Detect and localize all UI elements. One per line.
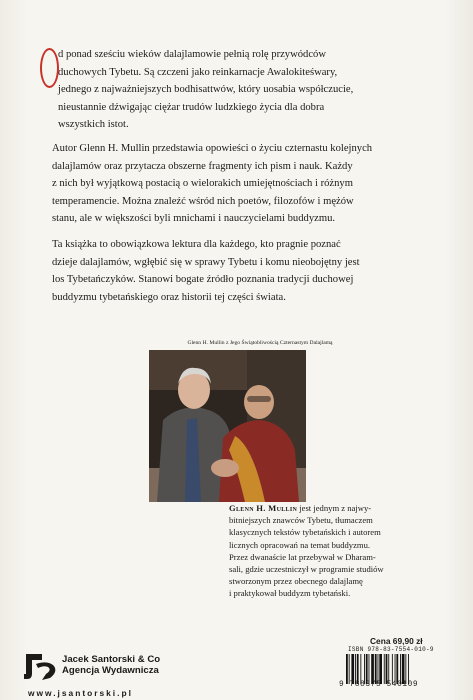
author-line: temperamencie. Można znaleźć wśród nich poetów, filozofów i mężów: [52, 195, 354, 207]
recommendation-paragraph: [52, 236, 420, 306]
author-line: z nich był wyjątkową postacią o wielorakich umiejętnościach i różnym: [52, 178, 353, 190]
bio-first-line-text: jest jednym z najwy-: [299, 503, 372, 513]
photo-illustration: [149, 350, 306, 502]
barcode-bar: [375, 654, 377, 684]
barcode-bar: [386, 654, 388, 684]
barcode-bar: [400, 654, 401, 684]
barcode-bar: [371, 654, 374, 684]
barcode-bar: [369, 654, 370, 684]
publisher-logo-icon: [22, 652, 60, 682]
bio-line: licznych opracowań na temat buddyzmu.: [229, 539, 371, 550]
drop-cap-letter-o: [40, 48, 59, 88]
barcode-bar: [392, 654, 393, 684]
author-line: Autor Glenn H. Mullin przedstawia opowieści o życiu czternastu kolejnych: [52, 143, 373, 154]
barcode-digits: 9 788375 540109: [339, 681, 419, 689]
author-paragraph: [52, 140, 420, 228]
bio-line: klasycznych tekstów tybetańskich i autorem: [229, 527, 381, 538]
barcode-bar: [364, 654, 365, 684]
publisher-name: [62, 654, 160, 677]
author-line: stanu, ale w większości byli mnichami i nauczycielami buddyzmu.: [52, 213, 336, 225]
intro-line: nieustannie dźwigając ciężar trudów ludzkiego życia dla dobra: [58, 101, 325, 113]
barcode-bar: [357, 654, 359, 684]
barcode-bar: [349, 654, 350, 684]
recommendation-line: los Tybetańczyków. Stanowi bogate źródło poznania tradycji duchowej: [52, 274, 354, 286]
intro-line: wszystkich istot.: [58, 119, 129, 131]
publisher-name-line1: Jacek Santorski & Co: [62, 654, 161, 665]
barcode-bar: [405, 654, 406, 684]
bio-line: stworzonym przez obecnego dalajlamę: [229, 576, 363, 587]
barcode-bar: [388, 654, 389, 684]
barcode-bar: [355, 654, 356, 684]
intro-line: d ponad sześciu wieków dalajlamowie pełnią rolę przywódców: [58, 49, 326, 60]
intro-line: jednego z najważniejszych bodhisattwów, który uosabia współczucie,: [58, 84, 354, 96]
barcode-bar: [402, 654, 405, 684]
recommendation-line: Ta książka to obowiązkowa lektura dla każdego, kto pragnie poznać: [52, 239, 341, 250]
publisher-name-line2: Agencja Wydawnicza: [62, 665, 159, 677]
author-photo: [149, 350, 306, 502]
barcode-bar: [384, 654, 385, 684]
bio-line: Przez dwanaście lat przebywał w Dharam-: [229, 551, 376, 562]
barcode-bar: [346, 654, 348, 684]
barcode-bar: [351, 654, 354, 684]
bio-line: bitniejszych znawców Tybetu, tłumaczem: [229, 515, 373, 526]
price-label: Cena 69,90 zł: [370, 636, 423, 646]
publisher-url: www.jsantorski.pl: [28, 688, 133, 698]
photo-caption: Glenn H. Mullin z Jego Świątobliwością Czternastym Dalajlamą: [187, 340, 333, 346]
bio-line: sali, gdzie uczestniczył w programie studiów: [229, 564, 384, 575]
barcode-bar: [379, 654, 382, 684]
author-line: dalajlamów oraz przytacza obszerne fragmenty ich pism i nauk. Każdy: [52, 160, 353, 172]
bio-first-line: [149, 502, 372, 514]
barcode-icon: [346, 654, 432, 684]
author-bio: [149, 502, 384, 600]
barcode-bar: [360, 654, 361, 684]
barcode-bar: [366, 654, 368, 684]
isbn-label: ISBN 978-83-7554-010-9: [348, 646, 434, 653]
barcode-bar: [378, 654, 379, 684]
author-name: Glenn H. Mullin: [229, 503, 298, 513]
recommendation-line: dzieje dalajlamów, wgłębić się w sprawy Tybetu i komu nieobojętny jest: [52, 256, 360, 268]
barcode-bar: [396, 654, 398, 684]
bio-line: i praktykował buddyzm tybetański.: [229, 588, 351, 599]
barcode-bar: [408, 654, 409, 684]
barcode-bar: [395, 654, 396, 684]
recommendation-line: buddyzmu tybetańskiego oraz historii tej części świata.: [52, 291, 286, 303]
intro-line: duchowych Tybetu. Są czczeni jako reinkarnacje Awalokiteśwary,: [58, 66, 338, 78]
intro-paragraph: [52, 46, 420, 134]
